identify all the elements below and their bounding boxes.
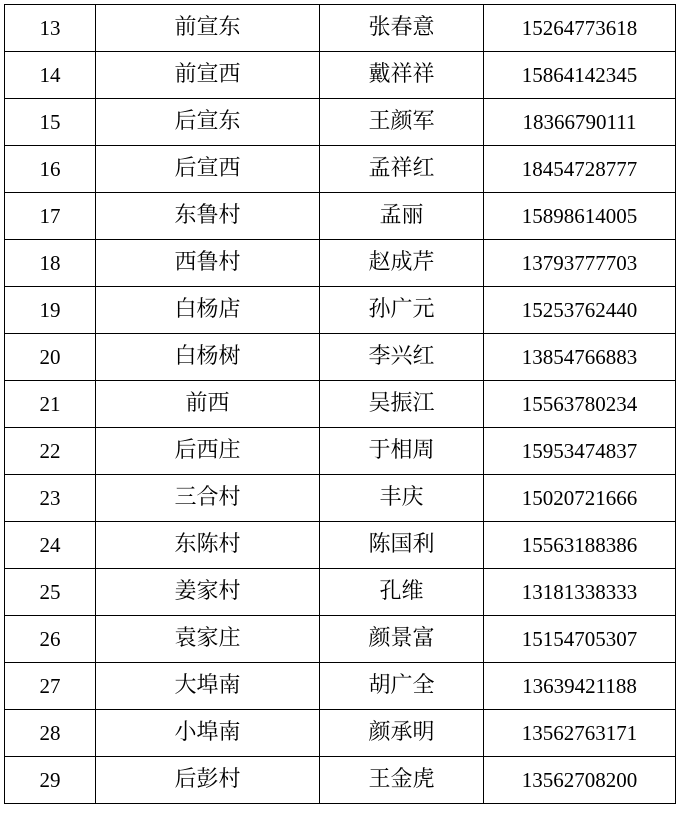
village-name-cell: 后宣西 bbox=[96, 146, 320, 193]
phone-number-cell: 13854766883 bbox=[484, 334, 676, 381]
village-name-cell: 姜家村 bbox=[96, 569, 320, 616]
row-number-cell: 22 bbox=[5, 428, 96, 475]
contact-name-cell: 孔维 bbox=[320, 569, 484, 616]
row-number-cell: 15 bbox=[5, 99, 96, 146]
contact-name-cell: 王颜军 bbox=[320, 99, 484, 146]
village-name-cell: 白杨树 bbox=[96, 334, 320, 381]
contact-table bbox=[4, 4, 676, 804]
phone-number-cell: 13639421188 bbox=[484, 663, 676, 710]
table-row bbox=[5, 569, 676, 616]
phone-number-cell: 15563780234 bbox=[484, 381, 676, 428]
village-name-cell: 东陈村 bbox=[96, 522, 320, 569]
row-number-cell: 25 bbox=[5, 569, 96, 616]
phone-number-cell: 18454728777 bbox=[484, 146, 676, 193]
row-number-cell: 27 bbox=[5, 663, 96, 710]
row-number-cell: 20 bbox=[5, 334, 96, 381]
phone-number-cell: 15253762440 bbox=[484, 287, 676, 334]
row-number-cell: 13 bbox=[5, 5, 96, 52]
village-name-cell: 前宣东 bbox=[96, 5, 320, 52]
table-row bbox=[5, 334, 676, 381]
contact-name-cell: 王金虎 bbox=[320, 757, 484, 804]
village-name-cell: 东鲁村 bbox=[96, 193, 320, 240]
village-name-cell: 后彭村 bbox=[96, 757, 320, 804]
row-number-cell: 18 bbox=[5, 240, 96, 287]
phone-number-cell: 15953474837 bbox=[484, 428, 676, 475]
phone-number-cell: 15898614005 bbox=[484, 193, 676, 240]
contact-table-body bbox=[5, 5, 676, 804]
village-name-cell: 白杨店 bbox=[96, 287, 320, 334]
table-row bbox=[5, 757, 676, 804]
village-name-cell: 后宣东 bbox=[96, 99, 320, 146]
row-number-cell: 26 bbox=[5, 616, 96, 663]
contact-name-cell: 丰庆 bbox=[320, 475, 484, 522]
table-row bbox=[5, 5, 676, 52]
phone-number-cell: 13181338333 bbox=[484, 569, 676, 616]
phone-number-cell: 18366790111 bbox=[484, 99, 676, 146]
contact-name-cell: 颜承明 bbox=[320, 710, 484, 757]
contact-name-cell: 于相周 bbox=[320, 428, 484, 475]
contact-name-cell: 孙广元 bbox=[320, 287, 484, 334]
row-number-cell: 17 bbox=[5, 193, 96, 240]
contact-table-container bbox=[4, 4, 675, 804]
table-row bbox=[5, 99, 676, 146]
village-name-cell: 西鲁村 bbox=[96, 240, 320, 287]
row-number-cell: 23 bbox=[5, 475, 96, 522]
table-row bbox=[5, 663, 676, 710]
table-row bbox=[5, 475, 676, 522]
contact-name-cell: 孟丽 bbox=[320, 193, 484, 240]
phone-number-cell: 15264773618 bbox=[484, 5, 676, 52]
village-name-cell: 前西 bbox=[96, 381, 320, 428]
table-row bbox=[5, 522, 676, 569]
row-number-cell: 29 bbox=[5, 757, 96, 804]
phone-number-cell: 15154705307 bbox=[484, 616, 676, 663]
phone-number-cell: 15864142345 bbox=[484, 52, 676, 99]
table-row bbox=[5, 146, 676, 193]
contact-name-cell: 颜景富 bbox=[320, 616, 484, 663]
village-name-cell: 三合村 bbox=[96, 475, 320, 522]
village-name-cell: 前宣西 bbox=[96, 52, 320, 99]
village-name-cell: 大埠南 bbox=[96, 663, 320, 710]
contact-name-cell: 张春意 bbox=[320, 5, 484, 52]
table-row bbox=[5, 240, 676, 287]
table-row bbox=[5, 616, 676, 663]
table-row bbox=[5, 287, 676, 334]
row-number-cell: 16 bbox=[5, 146, 96, 193]
contact-name-cell: 胡广全 bbox=[320, 663, 484, 710]
table-row bbox=[5, 52, 676, 99]
phone-number-cell: 13793777703 bbox=[484, 240, 676, 287]
phone-number-cell: 15563188386 bbox=[484, 522, 676, 569]
row-number-cell: 19 bbox=[5, 287, 96, 334]
table-row bbox=[5, 710, 676, 757]
contact-name-cell: 陈国利 bbox=[320, 522, 484, 569]
table-row bbox=[5, 193, 676, 240]
contact-name-cell: 李兴红 bbox=[320, 334, 484, 381]
phone-number-cell: 13562763171 bbox=[484, 710, 676, 757]
row-number-cell: 28 bbox=[5, 710, 96, 757]
village-name-cell: 后西庄 bbox=[96, 428, 320, 475]
phone-number-cell: 15020721666 bbox=[484, 475, 676, 522]
row-number-cell: 24 bbox=[5, 522, 96, 569]
contact-name-cell: 赵成芹 bbox=[320, 240, 484, 287]
table-row bbox=[5, 428, 676, 475]
contact-name-cell: 戴祥祥 bbox=[320, 52, 484, 99]
village-name-cell: 袁家庄 bbox=[96, 616, 320, 663]
table-row bbox=[5, 381, 676, 428]
phone-number-cell: 13562708200 bbox=[484, 757, 676, 804]
row-number-cell: 21 bbox=[5, 381, 96, 428]
village-name-cell: 小埠南 bbox=[96, 710, 320, 757]
contact-name-cell: 吴振江 bbox=[320, 381, 484, 428]
row-number-cell: 14 bbox=[5, 52, 96, 99]
contact-name-cell: 孟祥红 bbox=[320, 146, 484, 193]
